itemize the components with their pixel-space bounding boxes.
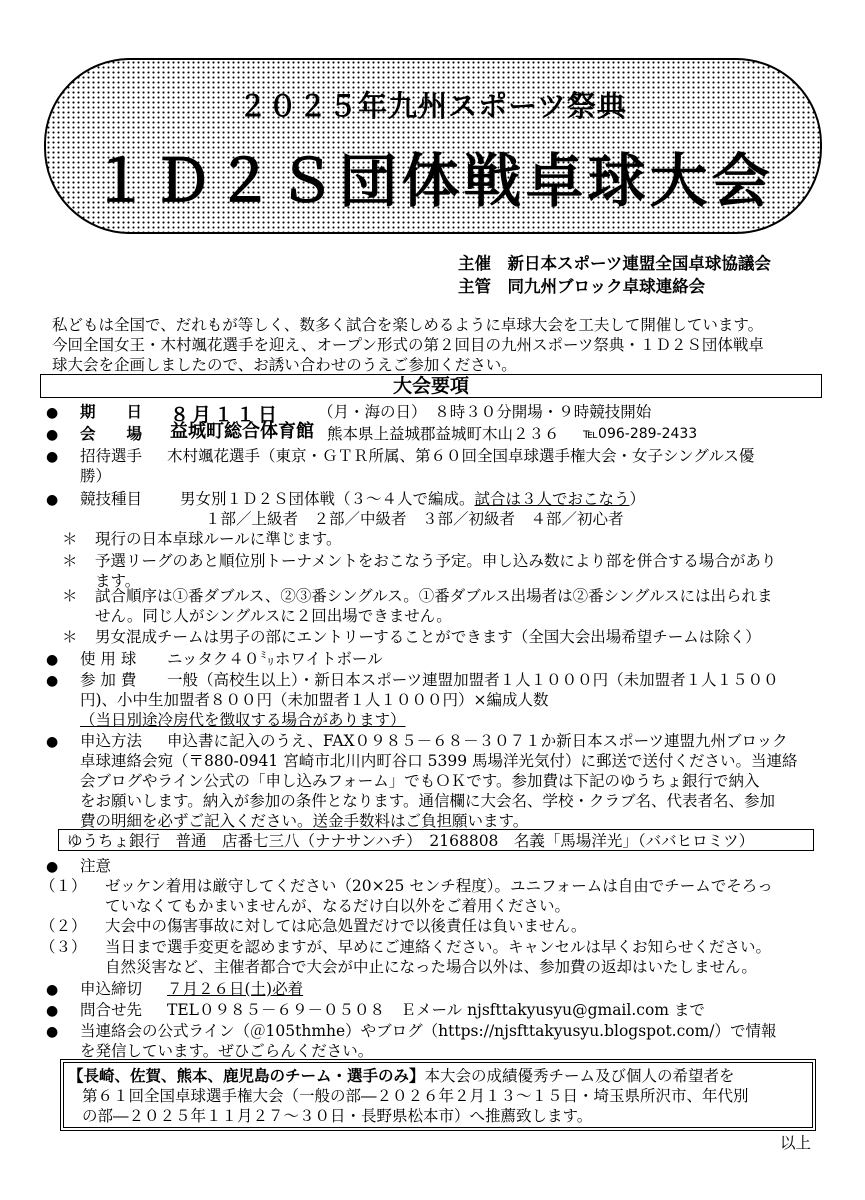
contact-value: TEL０９８５－６９－０５０８ Ｅメール njsfttakyusyu@gmail.com まで (167, 1001, 705, 1019)
organizer-host: 主催 新日本スポーツ連盟全国卓球協議会 (458, 254, 771, 273)
note-2-line-2: ます。 (95, 572, 141, 590)
intro-line-3: 球大会を企画しましたので、お誘い合わせのうえご参加ください。 (52, 356, 517, 374)
apply-line-4: をお願いします。納入が参加の条件となります。通信欄に大会名、学校・クラブ名、代表者名、参加 (80, 792, 776, 810)
bullet-icon: ● (46, 1024, 59, 1040)
official-line-2: を発信しています。ぜひごらんください。 (80, 1042, 374, 1060)
banner-subtitle: ２０２５年九州スポーツ祭典 (238, 89, 627, 123)
note-3-line-2: せん。同じ人がシングルスに２回出場できません。 (95, 607, 452, 625)
bullet-icon: ● (46, 492, 59, 508)
guest-line-2: 勝） (80, 467, 112, 485)
apply-line-5: 費の明細を必ずご記入ください。送金手数料はご負担願います。 (80, 812, 529, 830)
asterisk-icon: ＊ (62, 628, 78, 646)
asterisk-icon: ＊ (62, 530, 78, 548)
date-rest: （月・海の日） ８時３０分開場・９時競技開始 (318, 403, 652, 421)
event-value: 男女別１Ｄ２Ｓ団体戦（３～４人で編成。試合は３人でおこなう） (180, 490, 646, 508)
note-2-line-1: 予選リーグのあと順位別トーナメントをおこなう予定。申し込み数により部を併合する場合があり (95, 552, 777, 570)
intro-line-1: 私どもは全国で、だれもが等しく、数多く試合を楽しめるように卓球大会を工夫して開催しています。 (52, 316, 764, 334)
recommend-line-3: の部―２０２５年１１月２７～３０日・長野県松本市）へ推薦致します。 (82, 1107, 593, 1125)
note-1: 現行の日本卓球ルールに準じます。 (95, 530, 342, 548)
apply-line-3: 会ブログやライン公式の「申し込みフォーム」でもＯＫです。参加費は下記のゆうちょ銀行で納入 (80, 772, 760, 790)
bullet-icon: ● (46, 859, 59, 875)
caution-3-line-1: 当日まで選手変更を認めますが、早めにご連絡ください。キャンセルは早くお知らせください。 (105, 938, 772, 956)
caution-1-line-1: ゼッケン着用は厳守してください（20×25 センチ程度）。ユニフォームは自由でチームでそろっ (105, 877, 773, 895)
asterisk-icon: ＊ (62, 587, 78, 605)
fee-label: 参 加 費 (80, 671, 137, 689)
guest-line-1: 木村颯花選手（東京・ＧＴＲ所属、第６０回全国卓球選手権大会・女子シングルス優 (167, 447, 755, 465)
apply-line-1: 申込書に記入のうえ、FAX０９８５－６８－３０７１か新日本スポーツ連盟九州ブロック (167, 732, 788, 750)
note-3-line-1: 試合順序は①番ダブルス、②③番シングルス。①番ダブルス出場者は②番シングルスには出られま (95, 587, 773, 605)
official-line-1: 当連絡会の公式ライン（＠105thmhe）やブログ（https://njsfttakyusyu.blogspot.com/）で情報 (80, 1022, 777, 1040)
caution-num-1: （１） (40, 877, 87, 895)
event-label: 競技種目 (80, 490, 143, 508)
intro-line-2: 今回全国女王・木村颯花選手を迎え、オープン形式の第２回目の九州スポーツ祭典・１Ｄ２Ｓ団体戦卓 (52, 336, 764, 354)
note-4: 男女混成チームは男子の部にエントリーすることができます（全国大会出場希望チームは除く） (95, 628, 761, 646)
bullet-icon: ● (46, 449, 59, 465)
fee-line-2: 円)、小中生加盟者８００円（未加盟者１人１０００円）×編成人数 (80, 691, 549, 709)
bullet-icon: ● (46, 652, 59, 668)
deadline-value: ７月２６日(土)必着 (167, 980, 304, 998)
date-label: 期 日 (80, 402, 143, 421)
bullet-icon: ● (46, 427, 59, 443)
bank-info: ゆうちょ銀行 普通 店番七三八（ナナサンハチ） 2168808 名義「馬場洋光」（ババヒロミツ） (58, 829, 814, 851)
ball-value: ニッタク４０㍉ホワイトボール (167, 650, 383, 668)
bullet-icon: ● (46, 982, 59, 998)
bullet-icon: ● (46, 405, 59, 421)
banner-title: １Ｄ２Ｓ団体戦卓球大会 (91, 147, 774, 215)
date-value: ８月１１日 (170, 404, 281, 426)
fee-line-1: 一般（高校生以上）・新日本スポーツ連盟加盟者１人１０００円（未加盟者１人１５００ (167, 671, 779, 689)
apply-label: 申込方法 (80, 732, 143, 750)
caution-1-line-2: ていなくてもかまいませんが、なるだけ白以外をご着用ください。 (105, 897, 571, 915)
venue-value: 益城町総合体育館 (170, 421, 314, 442)
section-heading: 大会要項 (40, 374, 822, 398)
recommend-line-2: 第６１回全国卓球選手権大会（一般の部―２０２６年２月１３～１５日・埼玉県所沢市、年代別 (82, 1087, 749, 1105)
organizer-manager: 主管 同九州ブロック卓球連絡会 (458, 277, 706, 296)
guest-label: 招待選手 (80, 447, 143, 465)
bullet-icon: ● (46, 1003, 59, 1019)
apply-line-2: 卓球連絡会宛（〒880-0941 宮崎市北川内町谷口 5399 馬場洋光気付）に郵送で送付ください。当連絡 (80, 752, 798, 770)
caution-2-line-1: 大会中の傷害事故に対しては応急処置だけで以後責任は負いません。 (105, 917, 587, 935)
ball-label: 使 用 球 (80, 650, 137, 668)
bullet-icon: ● (46, 734, 59, 750)
recommend-line-1: 【長崎、佐賀、熊本、鹿児島のチーム・選手のみ】本大会の成績優秀チーム及び個人の希望者を (68, 1066, 735, 1085)
end-mark: 以上 (780, 1134, 812, 1152)
caution-num-2: （２） (40, 917, 87, 935)
fee-line-3: （当日別途冷房代を徴収する場合があります） (80, 711, 406, 729)
asterisk-icon: ＊ (62, 552, 78, 570)
venue-label: 会 場 (80, 424, 143, 443)
caution-3-line-2: 自然災害など、主催者都合で大会が中止になった場合以外は、参加費の返却はいたしません。 (105, 958, 757, 976)
deadline-label: 申込締切 (80, 980, 143, 998)
event-divisions: １部／上級者 ２部／中級者 ３部／初級者 ４部／初心者 (205, 510, 624, 528)
caution-num-3: （３） (40, 938, 87, 956)
venue-tel: ℡096-289-2433 (583, 426, 698, 442)
contact-label: 問合せ先 (80, 1001, 143, 1019)
bullet-icon: ● (46, 673, 59, 689)
venue-address: 熊本県上益城郡益城町木山２３６ (327, 425, 560, 443)
caution-label: 注意 (80, 857, 112, 875)
